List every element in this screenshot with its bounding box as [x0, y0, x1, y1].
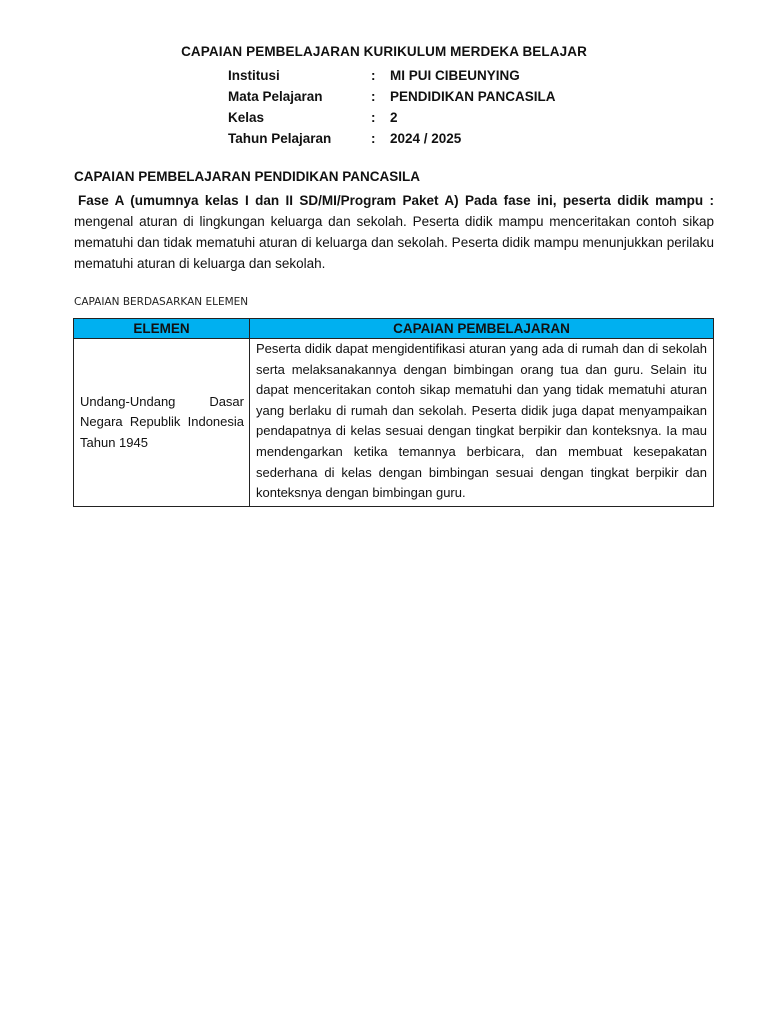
- info-colon: :: [371, 131, 376, 146]
- info-colon: :: [371, 68, 376, 83]
- info-row-tahun-pelajaran: [228, 128, 556, 149]
- info-value: 2024 / 2025: [390, 131, 462, 146]
- info-value: MI PUI CIBEUNYING: [390, 68, 520, 83]
- header-capaian: CAPAIAN PEMBELAJARAN: [250, 319, 714, 339]
- table-row: [74, 339, 714, 507]
- info-table: [228, 65, 556, 149]
- info-value: 2: [390, 110, 398, 125]
- capaian-cell: Peserta didik dapat mengidentifikasi aturan yang ada di rumah dan di sekolah serta melaksanakannya dengan bimbingan orang tua dan guru. Selain itu dapat menceritakan contoh sikap mematuhi dan yang tidak mematuhi aturan yang berlaku di rumah dan sekolah. Peserta didik juga dapat menyampaikan pendapatnya di kelas sesuai dengan tingkat berpikir dan konteksnya. Ia mau mendengarkan ketika temannya berbicara, dan membuat kesepakatan sederhana di kelas dengan bimbingan sesuai dengan tingkat berpikir dan konteksnya dengan bimbingan guru.: [250, 339, 714, 507]
- info-label: Kelas: [228, 110, 265, 125]
- fase-paragraph: [74, 190, 714, 274]
- info-colon: :: [371, 110, 376, 125]
- info-colon: :: [371, 89, 376, 104]
- elemen-heading: CAPAIAN BERDASARKAN ELEMEN: [74, 296, 249, 308]
- info-row-kelas: [228, 107, 556, 128]
- elemen-cell: Undang-Undang Dasar Negara Republik Indonesia Tahun 1945: [74, 339, 250, 507]
- fase-body: mengenal aturan di lingkungan keluarga dan sekolah. Peserta didik mampu menceritakan contoh sikap mematuhi dan tidak mematuhi aturan di keluarga dan sekolah. Peserta didik mampu menunjukkan perilaku mematuhi aturan di keluarga dan sekolah.: [74, 214, 714, 271]
- capaian-table: [73, 318, 714, 507]
- fase-lead: Fase A (umumnya kelas I dan II SD/MI/Program Paket A) Pada fase ini, peserta didik mampu :: [78, 193, 714, 208]
- table-header-row: [74, 319, 714, 339]
- section-title: CAPAIAN PEMBELAJARAN PENDIDIKAN PANCASILA: [74, 169, 421, 184]
- info-label: Institusi: [228, 68, 280, 83]
- info-label: Tahun Pelajaran: [228, 131, 332, 146]
- document-title: CAPAIAN PEMBELAJARAN KURIKULUM MERDEKA BELAJAR: [181, 44, 587, 59]
- info-value: PENDIDIKAN PANCASILA: [390, 89, 556, 104]
- info-row-mata-pelajaran: [228, 86, 556, 107]
- info-label: Mata Pelajaran: [228, 89, 323, 104]
- header-elemen: ELEMEN: [74, 319, 250, 339]
- info-row-institusi: [228, 65, 556, 86]
